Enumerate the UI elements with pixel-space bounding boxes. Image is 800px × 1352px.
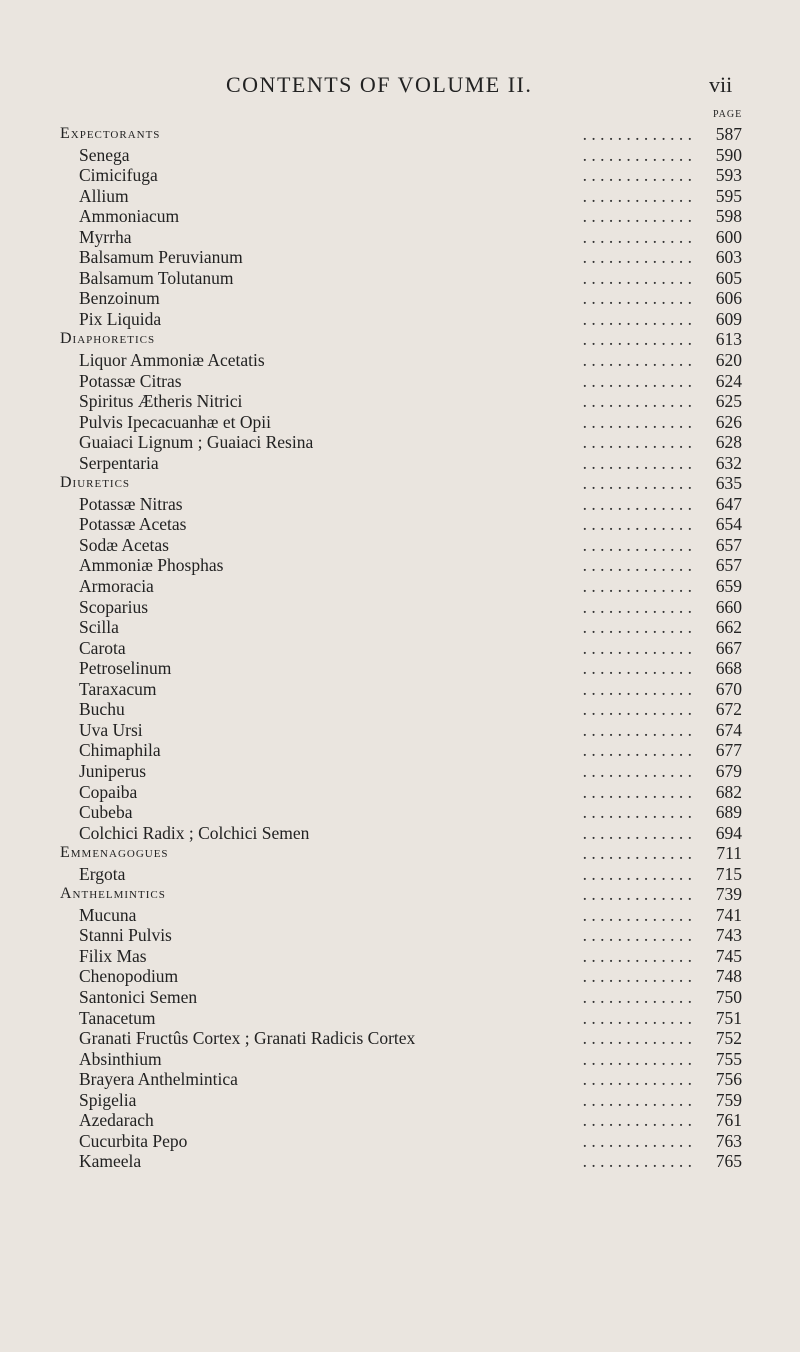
toc-entry-title: Scilla (79, 617, 119, 638)
dot-leader: . . . . . . . . . . . . . (582, 329, 692, 350)
dot-leader: . . . . . . . . . . . . . (582, 966, 692, 987)
toc-entry-row (0, 309, 800, 330)
toc-entry-title: Absinthium (79, 1048, 162, 1069)
dot-leader: . . . . . . . . . . . . . (582, 391, 692, 412)
dot-leader: . . . . . . . . . . . . . (582, 884, 692, 905)
dot-leader: . . . . . . . . . . . . . (582, 165, 692, 186)
toc-entry-title: Cucurbita Pepo (79, 1130, 188, 1151)
toc-section-title: Anthelmintics (60, 885, 166, 903)
dot-leader: . . . . . . . . . . . . . (582, 514, 692, 535)
dot-leader: . . . . . . . . . . . . . (582, 1007, 692, 1028)
toc-page-number: 626 (715, 411, 742, 432)
toc-page-number: 587 (715, 124, 742, 144)
toc-page-number: 761 (715, 1110, 742, 1131)
toc-section-title: Diaphoretics (60, 330, 156, 348)
toc-page-number: 752 (715, 1028, 742, 1049)
toc-entry-title: Guaiaci Lignum ; Guaiaci Resina (79, 432, 314, 453)
toc-page-number: 668 (715, 658, 742, 679)
toc-page-number: 672 (715, 699, 742, 720)
toc-entry-row (0, 761, 800, 782)
dot-leader: . . . . . . . . . . . . . (582, 576, 692, 597)
toc-page-number: 624 (715, 370, 742, 391)
toc-entry-row (0, 658, 800, 679)
toc-entry-row (0, 206, 800, 227)
toc-entry-title: Potassæ Citras (79, 370, 182, 391)
toc-entry-row (0, 535, 800, 556)
dot-leader: . . . . . . . . . . . . . (582, 1069, 692, 1090)
dot-leader: . . . . . . . . . . . . . (582, 288, 692, 309)
toc-entry-title: Cimicifuga (79, 165, 158, 186)
toc-page-number: 743 (715, 925, 742, 946)
toc-entry-row (0, 412, 800, 433)
toc-entry-row (0, 720, 800, 741)
toc-entry-row (0, 638, 800, 659)
dot-leader: . . . . . . . . . . . . . (582, 986, 692, 1007)
dot-leader: . . . . . . . . . . . . . (582, 760, 692, 781)
toc-page-number: 745 (715, 945, 742, 966)
toc-entry-row (0, 555, 800, 576)
toc-entry-title: Stanni Pulvis (79, 925, 172, 946)
toc-entry-title: Scoparius (79, 596, 149, 617)
toc-page-number: 662 (715, 617, 742, 638)
toc-entry-row (0, 966, 800, 987)
dot-leader: . . . . . . . . . . . . . (582, 144, 692, 165)
toc-entry-row (0, 597, 800, 618)
toc-page-number: 609 (715, 308, 742, 329)
dot-leader: . . . . . . . . . . . . . (582, 1110, 692, 1131)
page-header (0, 72, 800, 102)
dot-leader: . . . . . . . . . . . . . (582, 822, 692, 843)
toc-page-number: 682 (715, 781, 742, 802)
toc-entry-title: Pulvis Ipecacuanhæ et Opii (79, 411, 271, 432)
toc-entry-row (0, 494, 800, 515)
toc-page-number: 628 (715, 432, 742, 453)
toc-page-number: 660 (715, 596, 742, 617)
dot-leader: . . . . . . . . . . . . . (582, 904, 692, 925)
dot-leader: . . . . . . . . . . . . . (582, 699, 692, 720)
dot-leader: . . . . . . . . . . . . . (582, 925, 692, 946)
dot-leader: . . . . . . . . . . . . . (582, 781, 692, 802)
dot-leader: . . . . . . . . . . . . . (582, 945, 692, 966)
toc-entry-title: Juniperus (79, 760, 147, 781)
toc-entry-row (0, 1090, 800, 1111)
toc-entry-title: Armoracia (79, 576, 154, 597)
dot-leader: . . . . . . . . . . . . . (582, 617, 692, 638)
dot-leader: . . . . . . . . . . . . . (582, 1089, 692, 1110)
dot-leader: . . . . . . . . . . . . . (582, 678, 692, 699)
toc-entry-row (0, 247, 800, 268)
toc-entry-title: Allium (79, 185, 129, 206)
toc-page-number: 763 (715, 1130, 742, 1151)
toc-entry-row (0, 1069, 800, 1090)
toc-entry-row (0, 905, 800, 926)
toc-page-number: 741 (715, 904, 742, 925)
toc-page-number: 739 (715, 884, 742, 905)
toc-page-number: 600 (715, 226, 742, 247)
dot-leader: . . . . . . . . . . . . . (582, 637, 692, 658)
toc-entry-title: Santonici Semen (79, 986, 198, 1007)
dot-leader: . . . . . . . . . . . . . (582, 1151, 692, 1172)
toc-entry-row (0, 227, 800, 248)
toc-page-number: 679 (715, 760, 742, 781)
toc-entry-title: Pix Liquida (79, 308, 162, 329)
toc-entry-title: Brayera Anthelmintica (79, 1069, 238, 1090)
toc-entry-title: Balsamum Tolutanum (79, 267, 234, 288)
toc-page-number: 756 (715, 1069, 742, 1090)
toc-entry-row (0, 823, 800, 844)
dot-leader: . . . . . . . . . . . . . (582, 473, 692, 494)
toc-entry-title: Chimaphila (79, 740, 161, 761)
toc-entry-row (0, 350, 800, 371)
toc-entry-title: Buchu (79, 699, 125, 720)
toc-entry-row (0, 514, 800, 535)
toc-entry-title: Filix Mas (79, 945, 147, 966)
toc-section-title: Diuretics (60, 474, 131, 492)
dot-leader: . . . . . . . . . . . . . (582, 226, 692, 247)
toc-page-number: 657 (715, 534, 742, 555)
toc-section-row (0, 329, 800, 350)
toc-entry-title: Myrrha (79, 226, 132, 247)
page-title: CONTENTS OF VOLUME II. (226, 72, 533, 97)
toc-entry-title: Senega (79, 144, 130, 165)
toc-entry-title: Balsamum Peruvianum (79, 247, 243, 268)
toc-entry-title: Potassæ Nitras (79, 493, 183, 514)
toc-entry-row (0, 1110, 800, 1131)
toc-page-number: 647 (715, 493, 742, 514)
toc-page-number: 590 (715, 144, 742, 165)
page-number: vii (709, 72, 733, 97)
toc-entry-row (0, 391, 800, 412)
toc-entry-title: Ergota (79, 863, 126, 884)
toc-entry-row (0, 802, 800, 823)
toc-entry-title: Petroselinum (79, 658, 172, 679)
dot-leader: . . . . . . . . . . . . . (582, 267, 692, 288)
dot-leader: . . . . . . . . . . . . . (582, 534, 692, 555)
page-column-label: PAGE (713, 109, 743, 120)
toc-page-number: 759 (715, 1089, 742, 1110)
toc-entry-title: Cubeba (79, 802, 133, 823)
toc-page-number: 606 (715, 288, 742, 309)
toc-page-number: 750 (715, 986, 742, 1007)
dot-leader: . . . . . . . . . . . . . (582, 452, 692, 473)
toc-entry-title: Spigelia (79, 1089, 137, 1110)
toc-page-number: 667 (715, 637, 742, 658)
dot-leader: . . . . . . . . . . . . . (582, 247, 692, 268)
toc-page-number: 620 (715, 350, 742, 371)
toc-section-row (0, 473, 800, 494)
toc-entry-title: Chenopodium (79, 966, 179, 987)
dot-leader: . . . . . . . . . . . . . (582, 493, 692, 514)
toc-section-row (0, 843, 800, 864)
toc-page-number: 689 (715, 802, 742, 823)
dot-leader: . . . . . . . . . . . . . (582, 370, 692, 391)
toc-entry-title: Benzoinum (79, 288, 160, 309)
toc-section-title: Emmenagogues (60, 844, 169, 862)
toc-entry-title: Ammoniæ Phosphas (79, 555, 224, 576)
toc-page-number: 659 (715, 576, 742, 597)
toc-section-row (0, 884, 800, 905)
dot-leader: . . . . . . . . . . . . . (582, 432, 692, 453)
toc-entry-title: Potassæ Acetas (79, 514, 187, 535)
toc-page-number: 598 (715, 206, 742, 227)
toc-entry-row (0, 576, 800, 597)
toc-page-number: 657 (715, 555, 742, 576)
toc-entry-title: Ammoniacum (79, 206, 180, 227)
toc-entry-row (0, 1008, 800, 1029)
toc-page-number: 605 (715, 267, 742, 288)
dot-leader: . . . . . . . . . . . . . (582, 1028, 692, 1049)
toc-entry-title: Carota (79, 637, 126, 658)
toc-page-number: 595 (715, 185, 742, 206)
toc-entry-row (0, 1131, 800, 1152)
dot-leader: . . . . . . . . . . . . . (582, 863, 692, 884)
toc-page-number: 748 (715, 966, 742, 987)
dot-leader: . . . . . . . . . . . . . (582, 843, 692, 864)
toc-entry-row (0, 432, 800, 453)
table-of-contents (0, 124, 800, 1172)
dot-leader: . . . . . . . . . . . . . (582, 308, 692, 329)
toc-page-number: 765 (715, 1151, 742, 1172)
dot-leader: . . . . . . . . . . . . . (582, 596, 692, 617)
toc-page-number: 632 (715, 452, 742, 473)
toc-entry-row (0, 1151, 800, 1172)
toc-entry-title: Tanacetum (79, 1007, 156, 1028)
toc-page-number: 677 (715, 740, 742, 761)
toc-page-number: 654 (715, 514, 742, 535)
toc-page-number: 593 (715, 165, 742, 186)
toc-entry-title: Liquor Ammoniæ Acetatis (79, 350, 265, 371)
toc-page-number: 674 (715, 719, 742, 740)
dot-leader: . . . . . . . . . . . . . (582, 124, 692, 144)
toc-page-number: 755 (715, 1048, 742, 1069)
toc-section-row (0, 124, 800, 145)
toc-entry-row (0, 925, 800, 946)
dot-leader: . . . . . . . . . . . . . (582, 1048, 692, 1069)
toc-page-number: 751 (715, 1007, 742, 1028)
toc-entry-title: Granati Fructûs Cortex ; Granati Radicis Cortex (79, 1028, 416, 1049)
toc-entry-row (0, 453, 800, 474)
dot-leader: . . . . . . . . . . . . . (582, 1130, 692, 1151)
toc-entry-title: Mucuna (79, 904, 137, 925)
toc-entry-row (0, 1028, 800, 1049)
toc-entry-title: Spiritus Ætheris Nitrici (79, 391, 243, 412)
toc-page-number: 635 (715, 473, 742, 494)
toc-page-number: 711 (716, 843, 742, 864)
dot-leader: . . . . . . . . . . . . . (582, 350, 692, 371)
toc-page-number: 715 (715, 863, 742, 884)
toc-entry-row (0, 617, 800, 638)
toc-entry-row (0, 288, 800, 309)
toc-entry-row (0, 1049, 800, 1070)
toc-entry-title: Serpentaria (79, 452, 159, 473)
dot-leader: . . . . . . . . . . . . . (582, 658, 692, 679)
dot-leader: . . . . . . . . . . . . . (582, 411, 692, 432)
toc-entry-row (0, 699, 800, 720)
toc-entry-row (0, 145, 800, 166)
dot-leader: . . . . . . . . . . . . . (582, 555, 692, 576)
toc-entry-row (0, 268, 800, 289)
toc-page-number: 694 (715, 822, 742, 843)
toc-entry-title: Copaiba (79, 781, 138, 802)
toc-entry-row (0, 740, 800, 761)
toc-page-number: 670 (715, 678, 742, 699)
toc-entry-title: Uva Ursi (79, 719, 143, 740)
toc-entry-title: Taraxacum (79, 678, 157, 699)
dot-leader: . . . . . . . . . . . . . (582, 719, 692, 740)
toc-section-title: Expectorants (60, 125, 161, 142)
toc-entry-row (0, 165, 800, 186)
toc-entry-row (0, 371, 800, 392)
toc-entry-title: Azedarach (79, 1110, 154, 1131)
dot-leader: . . . . . . . . . . . . . (582, 740, 692, 761)
toc-entry-title: Sodæ Acetas (79, 534, 169, 555)
toc-entry-row (0, 864, 800, 885)
toc-entry-row (0, 782, 800, 803)
toc-page-number: 613 (715, 329, 742, 350)
toc-entry-row (0, 679, 800, 700)
toc-page-number: 625 (715, 391, 742, 412)
dot-leader: . . . . . . . . . . . . . (582, 206, 692, 227)
toc-entry-title: Colchici Radix ; Colchici Semen (79, 822, 310, 843)
dot-leader: . . . . . . . . . . . . . (582, 802, 692, 823)
toc-entry-row (0, 987, 800, 1008)
toc-page-number: 603 (715, 247, 742, 268)
dot-leader: . . . . . . . . . . . . . (582, 185, 692, 206)
toc-entry-row (0, 946, 800, 967)
toc-entry-row (0, 186, 800, 207)
toc-entry-title: Kameela (79, 1151, 142, 1172)
